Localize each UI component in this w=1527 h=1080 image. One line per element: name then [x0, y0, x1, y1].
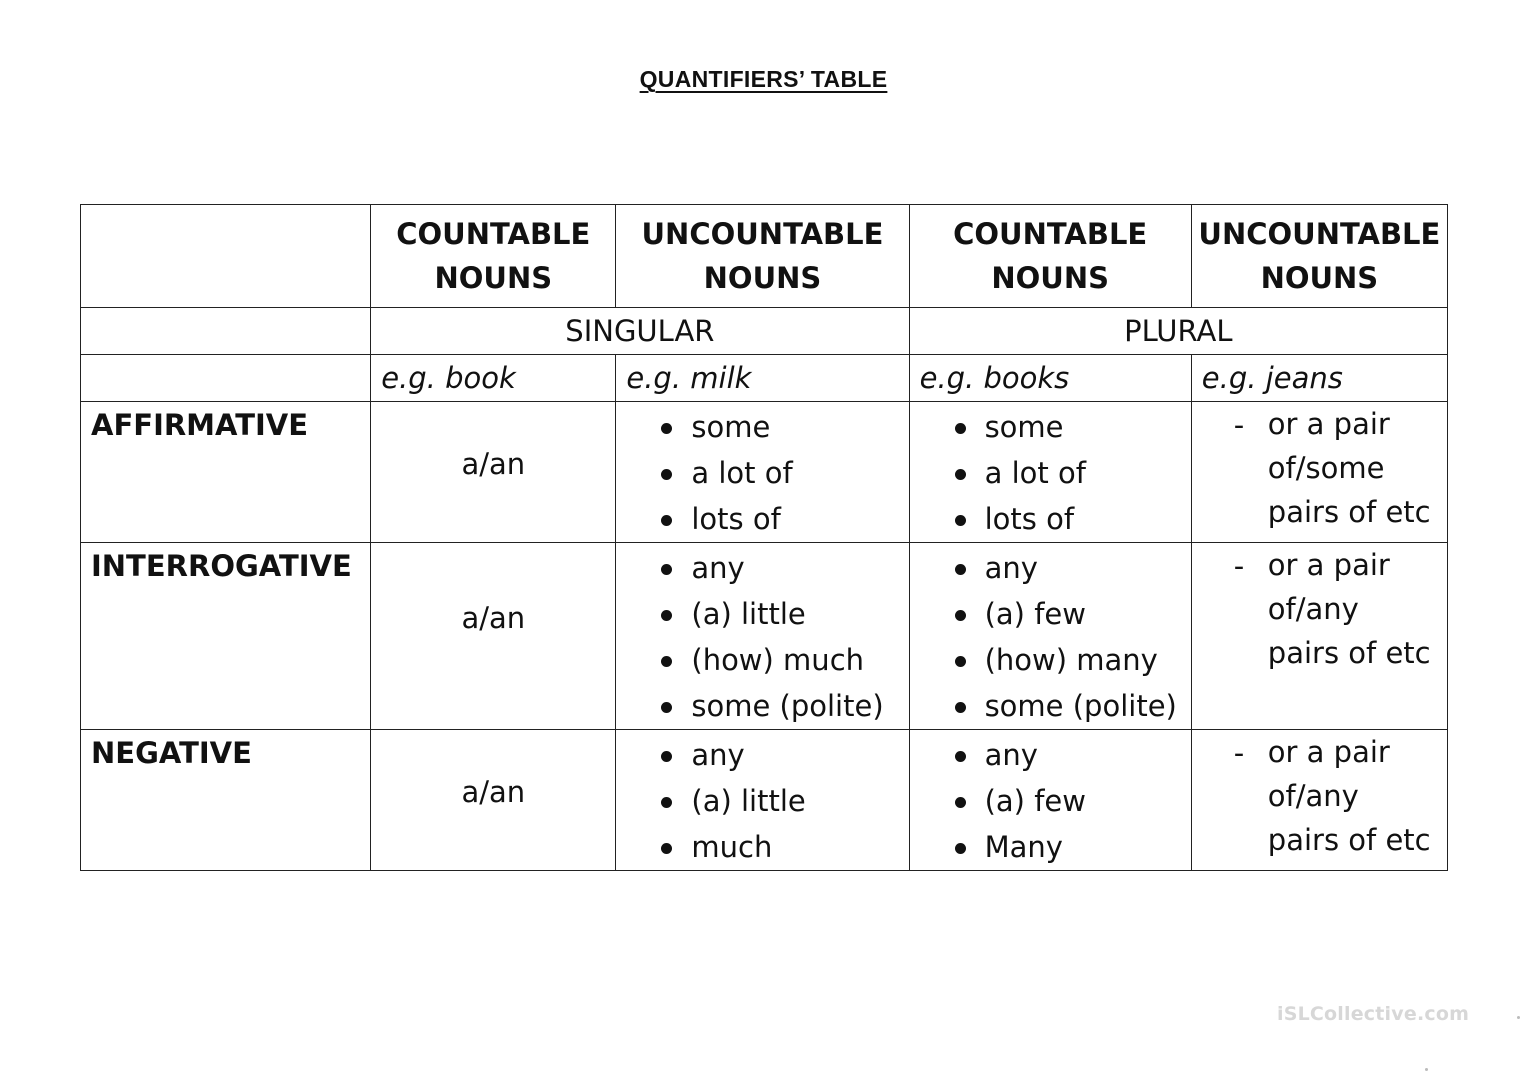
list-item-text: Many — [984, 830, 1063, 864]
pair-line: of/any — [1267, 592, 1359, 626]
example-row — [81, 355, 1448, 402]
list-item — [616, 778, 908, 824]
scan-speck — [1517, 1016, 1520, 1019]
document-title — [0, 66, 1527, 93]
bullet-icon — [955, 797, 966, 808]
list-item-text: any — [691, 738, 745, 772]
pair-line: or a pair — [1267, 735, 1390, 769]
example-countable-singular: e.g. book — [371, 355, 616, 402]
article-text: a/an — [461, 601, 526, 635]
quantifier-list — [616, 404, 908, 542]
bullet-icon — [955, 469, 966, 480]
header-countable-plural: COUNTABLE NOUNS — [909, 205, 1191, 308]
list-item — [616, 824, 908, 870]
bullet-icon — [955, 610, 966, 621]
list-item — [616, 732, 908, 778]
bullet-icon — [955, 656, 966, 667]
quantifier-list — [910, 732, 1191, 870]
list-item — [910, 591, 1191, 637]
list-item — [616, 404, 908, 450]
bullet-icon — [661, 656, 672, 667]
list-item-text: lots of — [984, 502, 1075, 536]
list-item-text: much — [691, 830, 773, 864]
quantifier-list-cell — [909, 402, 1191, 543]
list-item-text: some (polite) — [984, 689, 1177, 723]
bullet-icon — [661, 797, 672, 808]
quantifier-list — [910, 545, 1191, 729]
pair-line: pairs of etc — [1267, 636, 1431, 670]
quantifier-list — [910, 404, 1191, 542]
bullet-icon — [661, 610, 672, 621]
list-item-text: some (polite) — [691, 689, 884, 723]
dash-icon: - — [1233, 736, 1245, 770]
bullet-icon — [661, 751, 672, 762]
quantifier-list — [616, 545, 908, 729]
table-row — [81, 543, 1448, 730]
list-item — [910, 545, 1191, 591]
list-item-text: (a) few — [984, 784, 1086, 818]
list-item — [910, 637, 1191, 683]
quantifier-list — [616, 732, 908, 870]
list-item-text: (a) few — [984, 597, 1086, 631]
list-item — [616, 591, 908, 637]
list-item-text: any — [984, 551, 1038, 585]
quantifier-list-cell — [616, 730, 909, 871]
scan-speck — [1425, 1068, 1428, 1071]
number-row — [81, 308, 1448, 355]
list-item — [910, 496, 1191, 542]
list-item — [910, 824, 1191, 870]
example-uncountable-plural: e.g. jeans — [1191, 355, 1447, 402]
list-item — [616, 637, 908, 683]
list-item — [910, 778, 1191, 824]
header-uncountable-singular: UNCOUNTABLE NOUNS — [616, 205, 909, 308]
bullet-icon — [955, 564, 966, 575]
pair-line: of/some — [1267, 451, 1385, 485]
bullet-icon — [955, 423, 966, 434]
pair-cell — [1191, 730, 1447, 871]
list-item-text: (a) little — [691, 597, 806, 631]
article-cell — [371, 730, 616, 871]
list-item-text: (how) many — [984, 643, 1158, 677]
bullet-icon — [955, 751, 966, 762]
bullet-icon — [955, 843, 966, 854]
singular-label: SINGULAR — [371, 308, 909, 355]
list-item-text: (how) much — [691, 643, 865, 677]
list-item-text: lots of — [691, 502, 781, 536]
bullet-icon — [955, 515, 966, 526]
list-item — [616, 450, 908, 496]
bullet-icon — [955, 702, 966, 713]
list-item-text: any — [984, 738, 1038, 772]
list-item — [616, 496, 908, 542]
pair-line: pairs of etc — [1267, 823, 1431, 857]
header-cell-empty — [81, 205, 371, 308]
bullet-icon — [661, 564, 672, 575]
pair-line: or a pair — [1267, 407, 1390, 441]
table-row — [81, 730, 1448, 871]
pair-text — [1192, 402, 1447, 534]
quantifier-list-cell — [909, 543, 1191, 730]
table-row — [81, 402, 1448, 543]
dash-icon: - — [1233, 408, 1245, 442]
article-text: a/an — [461, 775, 526, 809]
dash-icon: - — [1233, 549, 1245, 583]
bullet-icon — [661, 469, 672, 480]
row-label-affirmative: AFFIRMATIVE — [81, 402, 371, 543]
bullet-icon — [661, 423, 672, 434]
list-item-text: a lot of — [984, 456, 1086, 490]
number-row-empty-cell — [81, 308, 371, 355]
list-item-text: any — [691, 551, 745, 585]
plural-label: PLURAL — [909, 308, 1447, 355]
bullet-icon — [661, 515, 672, 526]
row-label-interrogative: INTERROGATIVE — [81, 543, 371, 730]
quantifier-list-cell — [616, 402, 909, 543]
quantifier-list-cell — [616, 543, 909, 730]
article-cell — [371, 402, 616, 543]
list-item — [910, 404, 1191, 450]
header-row — [81, 205, 1448, 308]
list-item — [910, 732, 1191, 778]
list-item — [616, 545, 908, 591]
list-item — [910, 450, 1191, 496]
row-label-negative: NEGATIVE — [81, 730, 371, 871]
article-text: a/an — [461, 447, 526, 481]
document-title-text: QUANTIFIERS’ TABLE — [639, 66, 888, 92]
pair-text — [1192, 730, 1447, 862]
pair-cell — [1191, 402, 1447, 543]
pair-line: or a pair — [1267, 548, 1390, 582]
article-cell — [371, 543, 616, 730]
quantifier-list-cell — [909, 730, 1191, 871]
header-uncountable-plural: UNCOUNTABLE NOUNS — [1191, 205, 1447, 308]
list-item — [910, 683, 1191, 729]
site-watermark: iSLCollective.com — [1277, 1003, 1470, 1025]
example-countable-plural: e.g. books — [909, 355, 1191, 402]
list-item-text: some — [691, 410, 771, 444]
example-uncountable-singular: e.g. milk — [616, 355, 909, 402]
bullet-icon — [661, 843, 672, 854]
header-countable-singular: COUNTABLE NOUNS — [371, 205, 616, 308]
pair-text — [1192, 543, 1447, 675]
example-row-empty-cell — [81, 355, 371, 402]
bullet-icon — [661, 702, 672, 713]
list-item-text: a lot of — [691, 456, 793, 490]
quantifiers-table — [80, 204, 1448, 871]
pair-line: of/any — [1267, 779, 1359, 813]
pair-cell — [1191, 543, 1447, 730]
pair-line: pairs of etc — [1267, 495, 1431, 529]
list-item-text: (a) little — [691, 784, 806, 818]
list-item — [616, 683, 908, 729]
list-item-text: some — [984, 410, 1064, 444]
